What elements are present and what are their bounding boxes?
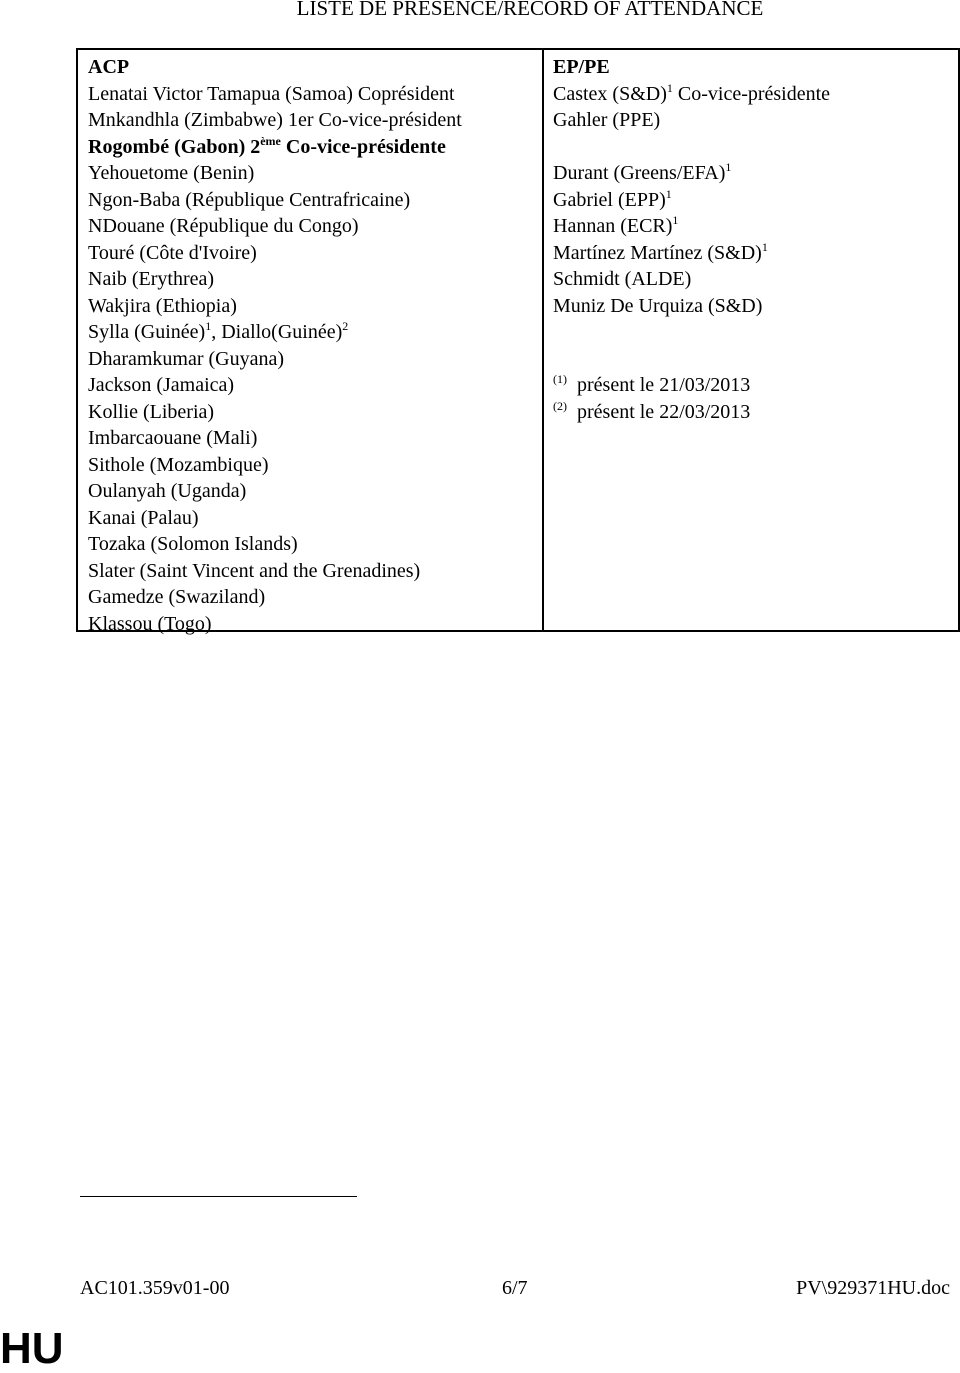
ep-member-line: Hannan (ECR)$^1$ (553, 213, 679, 237)
member-line: NDouane (République du Congo) (88, 215, 359, 237)
member-line: Ngon-Baba (République Centrafricaine) (88, 188, 411, 211)
member-line: Oulanyah (Uganda) (88, 480, 247, 502)
member-line: Klassou (Togo) (88, 612, 212, 635)
attendance-note-1: $^{(1)}$ présent le 21/03/2013 (553, 372, 751, 396)
first-vice-president-line: Mnkandhla (Zimbabwe) 1er Co-vice-président (88, 109, 462, 131)
ep-member-line: Durant (Greens/EFA)$^1$ (553, 160, 732, 184)
ep-member-line: Gahler (PPE) (553, 109, 661, 131)
footnote-divider (80, 1196, 357, 1197)
attendance-note-2: $^{(2)}$ présent le 22/03/2013 (553, 398, 751, 423)
member-line: Kanai (Palau) (88, 506, 199, 529)
member-line: Yehouetome (Benin) (88, 162, 255, 184)
member-line: Wakjira (Ethiopia) (88, 294, 237, 317)
member-line: Dharamkumar (Guyana) (88, 347, 285, 370)
spacer (553, 319, 958, 372)
document-reference: AC101.359v01-00 (80, 1277, 230, 1299)
ep-column (544, 50, 958, 630)
file-name: PV\929371HU.doc (796, 1277, 950, 1299)
ep-vice-president-line: Castex (S&D)$^1$ Co-vice-présidente (553, 80, 831, 105)
page-number: 6/7 (502, 1277, 528, 1299)
attendance-table (76, 48, 960, 635)
acp-column (78, 50, 544, 635)
page-title: LISTE DE PRESENCE/RECORD OF ATTENDANCE (296, 0, 764, 20)
member-line: Tozaka (Solomon Islands) (88, 533, 298, 555)
ep-member-line: Schmidt (ALDE) (553, 268, 692, 290)
member-line: Slater (Saint Vincent and the Grenadines) (88, 559, 421, 582)
member-line: Naib (Erythrea) (88, 268, 215, 290)
ep-member-line: Martínez Martínez (S&D)$^1$ (553, 239, 768, 264)
member-line: Kollie (Liberia) (88, 400, 215, 423)
second-vice-president-line: Rogombé (Gabon) 2ème Co-vice-présidente (88, 133, 446, 158)
ep-heading: EP/PE (553, 56, 610, 78)
acp-heading: ACP (88, 56, 130, 78)
ep-member-line: Gabriel (EPP)$^1$ (553, 186, 672, 211)
language-code: HU (0, 1324, 64, 1373)
ep-member-line: Muniz De Urquiza (S&D) (553, 294, 763, 317)
member-line: Imbarcaouane (Mali) (88, 427, 258, 449)
member-line: Jackson (Jamaica) (88, 374, 235, 396)
member-line: Sylla (Guinée)$^1$, Diallo(Guinée)$^2$ (88, 319, 349, 343)
member-line: Sithole (Mozambique) (88, 453, 269, 476)
member-line: Touré (Côte d'Ivoire) (88, 241, 257, 264)
co-president-line: Lenatai Victor Tamapua (Samoa) Coprésident (88, 82, 455, 105)
spacer (553, 134, 958, 161)
member-line: Gamedze (Swaziland) (88, 586, 266, 608)
